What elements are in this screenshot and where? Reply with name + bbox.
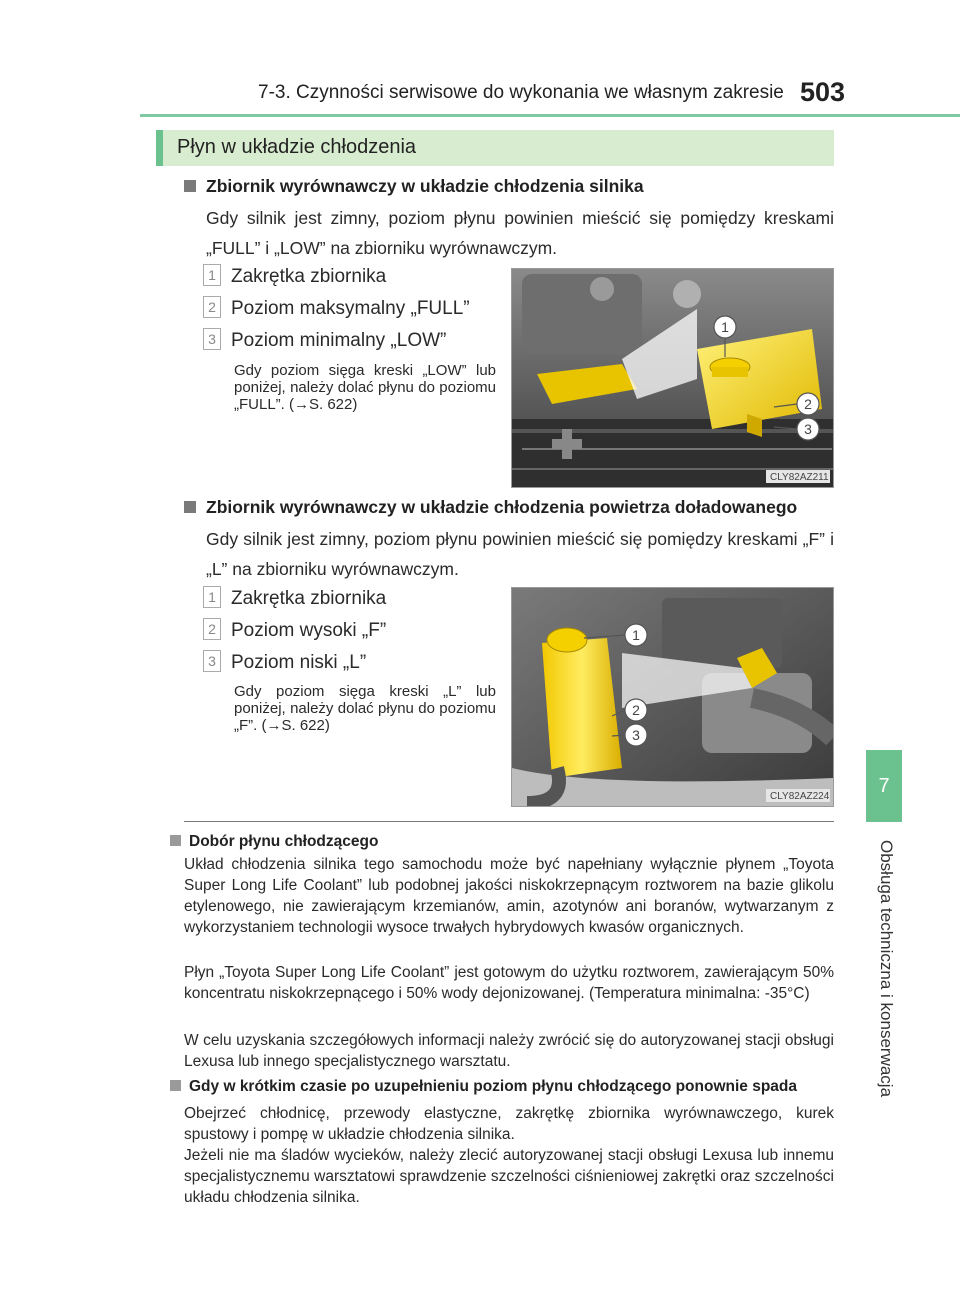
intercooler-item-2: 2 Poziom wysoki „F”	[203, 618, 386, 642]
square-bullet-icon	[184, 180, 196, 192]
level-drops-heading: Gdy w krótkim czasie po uzupełnieniu poziom płynu chłodzącego ponownie spada	[170, 1078, 797, 1096]
engine-item-1: 1 Zakrętka zbiornika	[203, 264, 386, 288]
image-code: CLY82AZ224	[770, 791, 830, 802]
number-3-icon: 3	[203, 650, 221, 672]
header-title: 7-3. Czynności serwisowe do wykonania we własnym zakresie	[258, 82, 784, 103]
page-number: 503	[800, 77, 846, 107]
intercooler-item-1: 1 Zakrętka zbiornika	[203, 586, 386, 610]
coolant-selection-p3: W celu uzyskania szczegółowych informacji należy zwrócić się do autoryzowanej stacji obsługi Lexusa lub innego specjalistycznego warsztatu.	[184, 1032, 834, 1070]
engine-reservoir-heading: Zbiornik wyrównawczy w układzie chłodzenia silnika	[184, 176, 644, 197]
header-rule	[140, 114, 960, 117]
engine-reservoir-intro: Gdy silnik jest zimny, poziom płynu powinien mieścić się pomiędzy kreskami „FULL” i „LOW” na zbiorniku wyrównawczym.	[206, 208, 834, 258]
image-code: CLY82AZ211	[770, 472, 829, 483]
callout-1: 1	[721, 319, 729, 335]
section-divider	[184, 821, 834, 822]
intercooler-reservoir-intro: Gdy silnik jest zimny, poziom płynu powinien mieścić się pomiędzy kreskami „F” i „L” na zbiorniku wyrównawczym.	[206, 529, 834, 579]
intercooler-reservoir-photo	[511, 587, 834, 807]
chapter-tab[interactable]: 7	[866, 750, 902, 822]
coolant-selection-p2: Płyn „Toyota Super Long Life Coolant” jest gotowym do użytku roztworem, zawierającym 50% koncentratu niskokrzepnącego i 50% wody dejonizowanej. (Temperatura minimalna: -35°C)	[184, 964, 834, 1002]
section-title: Płyn w układzie chłodzenia	[177, 136, 417, 158]
callout-3: 3	[804, 421, 812, 437]
chapter-title: Obsługa techniczna i konserwacja	[877, 840, 896, 1098]
number-1-icon: 1	[203, 264, 221, 286]
engine-note: Gdy poziom sięga kreski „LOW” lub poniżej, należy dolać płynu do poziomu „FULL”. (→S. 622)	[234, 362, 496, 413]
level-drops-p1: Obejrzeć chłodnicę, przewody elastyczne, zakrętkę zbiornika wyrównawczego, kurek spustowy i pompę w układzie chłodzenia silnika.	[184, 1105, 834, 1143]
callout-2: 2	[804, 396, 812, 412]
number-3-icon: 3	[203, 328, 221, 350]
square-bullet-icon	[170, 835, 181, 846]
callout-3: 3	[632, 727, 640, 743]
engine-reservoir-photo	[511, 268, 834, 488]
intercooler-reservoir-heading: Zbiornik wyrównawczy w układzie chłodzenia powietrza doładowanego	[184, 497, 797, 518]
intercooler-note: Gdy poziom sięga kreski „L” lub poniżej, należy dolać płynu do poziomu „F”. (→S. 622)	[234, 683, 496, 734]
engine-item-3: 3 Poziom minimalny „LOW”	[203, 328, 446, 352]
level-drops-p2: Jeżeli nie ma śladów wycieków, należy zlecić autoryzowanej stacji obsługi Lexusa lub innemu specjalistycznemu warsztatowi sprawdzenie szczelności ciśnieniowej zakrętki oraz szczelności układu chłodzenia silnika.	[184, 1147, 834, 1206]
number-1-icon: 1	[203, 586, 221, 608]
number-2-icon: 2	[203, 296, 221, 318]
square-bullet-icon	[170, 1080, 181, 1091]
callout-2: 2	[632, 702, 640, 718]
chapter-label	[866, 840, 902, 1220]
section-title-bar	[156, 130, 834, 166]
number-2-icon: 2	[203, 618, 221, 640]
coolant-selection-p1: Układ chłodzenia silnika tego samochodu może być napełniany wyłącznie płynem „Toyota Super Long Life Coolant” lub podobnej jakości niskokrzepnącym roztworem na bazie glikolu etylenowego, nie zawierającym krzemianów, amin, azotynów ani boranów, wytwarzanym z wykorzystaniem technologii wysoce trwałych hybrydowych kwasów organicznych.	[184, 856, 834, 936]
engine-item-2: 2 Poziom maksymalny „FULL”	[203, 296, 470, 320]
callout-1: 1	[632, 627, 640, 643]
intercooler-item-3: 3 Poziom niski „L”	[203, 650, 366, 674]
coolant-selection-heading: Dobór płynu chłodzącego	[170, 833, 378, 851]
square-bullet-icon	[184, 501, 196, 513]
